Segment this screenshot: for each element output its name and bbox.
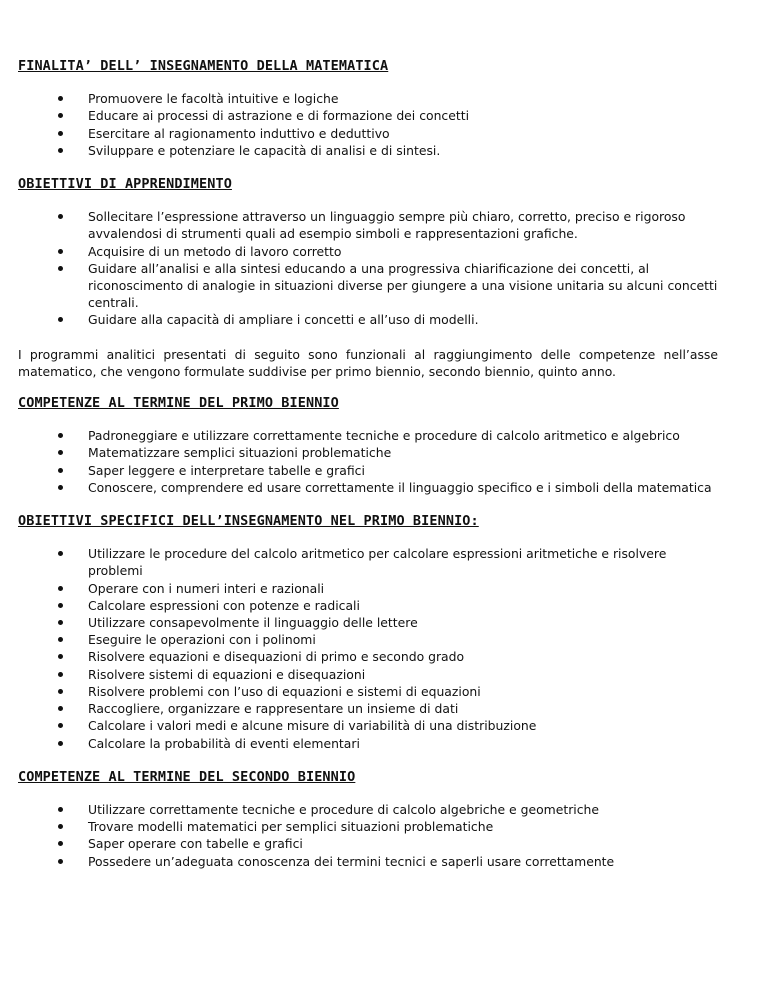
heading-finalita: FINALITA’ DELL’ INSEGNAMENTO DELLA MATEMATICA bbox=[18, 58, 389, 74]
list-item: Utilizzare consapevolmente il linguaggio delle lettere bbox=[18, 614, 718, 631]
list-competenze-primo-biennio bbox=[18, 427, 718, 496]
list-item: Guidare all’analisi e alla sintesi educando a una progressiva chiarificazione dei concetti, al riconoscimento di analogie in situazioni diverse per giungere a una visione unitaria su alcuni concetti centrali. bbox=[18, 260, 718, 312]
list-item: Possedere un’adeguata conoscenza dei termini tecnici e saperli usare correttamente bbox=[18, 853, 718, 870]
list-finalita bbox=[18, 90, 718, 159]
list-item: Calcolare i valori medi e alcune misure di variabilità di una distribuzione bbox=[18, 717, 718, 734]
heading-competenze-primo-biennio: COMPETENZE AL TERMINE DEL PRIMO BIENNIO bbox=[18, 395, 339, 412]
list-item: Esercitare al ragionamento induttivo e deduttivo bbox=[18, 125, 718, 142]
list-item: Calcolare la probabilità di eventi elementari bbox=[18, 735, 718, 752]
heading-obiettivi-apprendimento: OBIETTIVI DI APPRENDIMENTO bbox=[18, 176, 232, 193]
list-item: Padroneggiare e utilizzare correttamente tecniche e procedure di calcolo aritmetico e algebrico bbox=[18, 427, 718, 444]
intro-paragraph: I programmi analitici presentati di seguito sono funzionali al raggiungimento delle competenze nell’asse matematico, che vengono formulate suddivise per primo biennio, secondo biennio, quinto anno. bbox=[18, 346, 718, 379]
list-item: Utilizzare le procedure del calcolo aritmetico per calcolare espressioni aritmetiche e risolvere problemi bbox=[18, 545, 718, 579]
list-item: Saper operare con tabelle e grafici bbox=[18, 835, 718, 852]
list-item: Conoscere, comprendere ed usare correttamente il linguaggio specifico e i simboli della matematica bbox=[18, 479, 718, 496]
list-item: Guidare alla capacità di ampliare i concetti e all’uso di modelli. bbox=[18, 311, 718, 328]
list-obiettivi-specifici bbox=[18, 545, 718, 751]
list-item: Eseguire le operazioni con i polinomi bbox=[18, 631, 718, 648]
document-page bbox=[18, 58, 718, 870]
list-item: Sollecitare l’espressione attraverso un linguaggio sempre più chiaro, corretto, preciso e rigoroso avvalendosi di strumenti quali ad esempio simboli e rappresentazioni grafiche. bbox=[18, 208, 718, 242]
list-item: Operare con i numeri interi e razionali bbox=[18, 580, 718, 597]
list-item: Educare ai processi di astrazione e di formazione dei concetti bbox=[18, 107, 718, 124]
list-item: Acquisire di un metodo di lavoro corretto bbox=[18, 243, 718, 260]
heading-competenze-secondo-biennio: COMPETENZE AL TERMINE DEL SECONDO BIENNIO bbox=[18, 768, 356, 785]
list-item: Trovare modelli matematici per semplici situazioni problematiche bbox=[18, 818, 718, 835]
list-item: Risolvere sistemi di equazioni e disequazioni bbox=[18, 666, 718, 683]
list-item: Matematizzare semplici situazioni problematiche bbox=[18, 444, 718, 461]
list-item: Risolvere equazioni e disequazioni di primo e secondo grado bbox=[18, 648, 718, 665]
list-item: Saper leggere e interpretare tabelle e grafici bbox=[18, 462, 718, 479]
list-item: Calcolare espressioni con potenze e radicali bbox=[18, 597, 718, 614]
list-item: Raccogliere, organizzare e rappresentare un insieme di dati bbox=[18, 700, 718, 717]
list-item: Promuovere le facoltà intuitive e logiche bbox=[18, 90, 718, 107]
list-competenze-secondo-biennio bbox=[18, 801, 718, 870]
list-item: Utilizzare correttamente tecniche e procedure di calcolo algebriche e geometriche bbox=[18, 801, 718, 818]
list-item: Sviluppare e potenziare le capacità di analisi e di sintesi. bbox=[18, 142, 718, 159]
list-item: Risolvere problemi con l’uso di equazioni e sistemi di equazioni bbox=[18, 683, 718, 700]
list-obiettivi-apprendimento bbox=[18, 208, 718, 328]
heading-obiettivi-specifici: OBIETTIVI SPECIFICI DELL’INSEGNAMENTO NEL PRIMO BIENNIO: bbox=[18, 513, 479, 530]
